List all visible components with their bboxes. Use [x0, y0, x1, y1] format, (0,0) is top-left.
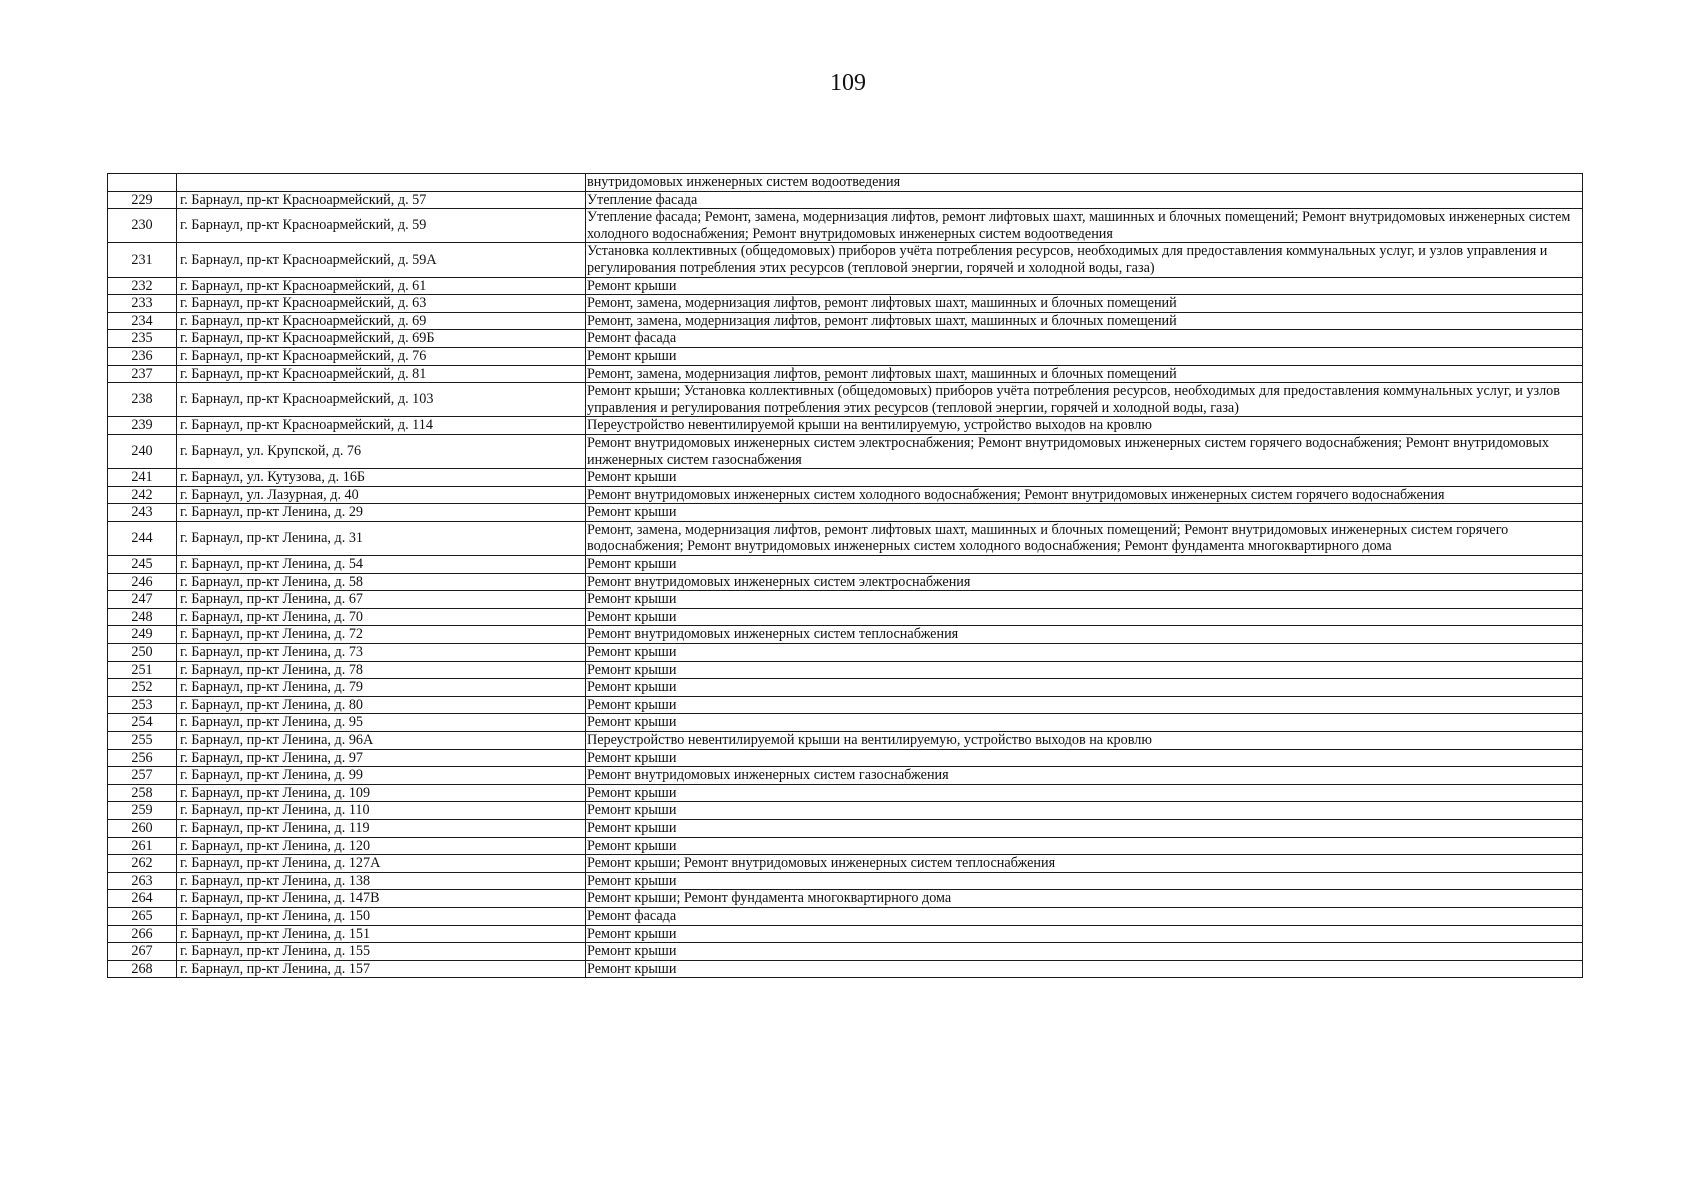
row-address: г. Барнаул, ул. Крупской, д. 76 — [177, 434, 586, 468]
table-row — [108, 890, 1583, 908]
row-number: 240 — [108, 434, 177, 468]
table-row — [108, 644, 1583, 662]
table-body — [108, 174, 1583, 978]
row-work-type: Ремонт, замена, модернизация лифтов, ремонт лифтовых шахт, машинных и блочных помещений — [586, 295, 1583, 313]
table-row — [108, 243, 1583, 277]
table-row — [108, 295, 1583, 313]
row-address: г. Барнаул, пр-кт Красноармейский, д. 114 — [177, 417, 586, 435]
row-address: г. Барнаул, пр-кт Ленина, д. 80 — [177, 696, 586, 714]
row-number: 258 — [108, 784, 177, 802]
row-work-type: Установка коллективных (общедомовых) приборов учёта потребления ресурсов, необходимых для предоставления коммунальных услуг, и узлов управления и регулирования потребления этих ресурсов (тепловой энергии, горячей и холодной воды, газа) — [586, 243, 1583, 277]
row-number: 252 — [108, 679, 177, 697]
row-work-type: Ремонт крыши — [586, 661, 1583, 679]
row-address: г. Барнаул, ул. Кутузова, д. 16Б — [177, 469, 586, 487]
table-row — [108, 209, 1583, 243]
table-row — [108, 679, 1583, 697]
row-work-type: Ремонт крыши — [586, 714, 1583, 732]
table-row — [108, 802, 1583, 820]
table-row — [108, 347, 1583, 365]
repair-register-table — [107, 173, 1583, 978]
table-row — [108, 191, 1583, 209]
row-number: 255 — [108, 732, 177, 750]
row-number: 265 — [108, 907, 177, 925]
row-number: 243 — [108, 504, 177, 522]
row-work-type: Ремонт крыши — [586, 960, 1583, 978]
row-address: г. Барнаул, пр-кт Ленина, д. 99 — [177, 767, 586, 785]
row-number: 242 — [108, 486, 177, 504]
table-row — [108, 591, 1583, 609]
row-address: г. Барнаул, пр-кт Ленина, д. 127А — [177, 855, 586, 873]
row-address: г. Барнаул, пр-кт Красноармейский, д. 61 — [177, 277, 586, 295]
table-row — [108, 749, 1583, 767]
table-row — [108, 486, 1583, 504]
row-address: г. Барнаул, пр-кт Ленина, д. 79 — [177, 679, 586, 697]
row-address: г. Барнаул, пр-кт Ленина, д. 96А — [177, 732, 586, 750]
row-work-type: Ремонт крыши — [586, 749, 1583, 767]
row-work-type: Ремонт, замена, модернизация лифтов, ремонт лифтовых шахт, машинных и блочных помещений — [586, 365, 1583, 383]
row-number: 260 — [108, 819, 177, 837]
row-address: г. Барнаул, пр-кт Ленина, д. 155 — [177, 943, 586, 961]
row-address: г. Барнаул, пр-кт Красноармейский, д. 57 — [177, 191, 586, 209]
table-row — [108, 872, 1583, 890]
row-work-type: Утепление фасада — [586, 191, 1583, 209]
table-row — [108, 696, 1583, 714]
row-address: г. Барнаул, ул. Лазурная, д. 40 — [177, 486, 586, 504]
table-row — [108, 573, 1583, 591]
row-number: 233 — [108, 295, 177, 313]
row-address: г. Барнаул, пр-кт Ленина, д. 67 — [177, 591, 586, 609]
row-address: г. Барнаул, пр-кт Ленина, д. 109 — [177, 784, 586, 802]
row-number: 251 — [108, 661, 177, 679]
row-work-type: Ремонт внутридомовых инженерных систем теплоснабжения — [586, 626, 1583, 644]
row-work-type: Ремонт крыши; Установка коллективных (общедомовых) приборов учёта потребления ресурсов, необходимых для предоставления коммунальных услуг, и узлов управления и регулирования потребления этих ресурсов (тепловой энергии, горячей и холодной воды, газа) — [586, 383, 1583, 417]
table-row — [108, 469, 1583, 487]
row-work-type: Ремонт крыши — [586, 608, 1583, 626]
row-number: 229 — [108, 191, 177, 209]
row-number: 238 — [108, 383, 177, 417]
row-number: 253 — [108, 696, 177, 714]
row-address: г. Барнаул, пр-кт Ленина, д. 157 — [177, 960, 586, 978]
row-work-type: Ремонт крыши — [586, 556, 1583, 574]
row-number: 236 — [108, 347, 177, 365]
table-row — [108, 434, 1583, 468]
row-address: г. Барнаул, пр-кт Красноармейский, д. 59 — [177, 209, 586, 243]
row-number: 267 — [108, 943, 177, 961]
row-address — [177, 174, 586, 192]
row-number: 266 — [108, 925, 177, 943]
row-work-type: Ремонт крыши — [586, 925, 1583, 943]
row-work-type: Ремонт внутридомовых инженерных систем холодного водоснабжения; Ремонт внутридомовых инженерных систем горячего водоснабжения — [586, 486, 1583, 504]
row-number: 268 — [108, 960, 177, 978]
row-number: 232 — [108, 277, 177, 295]
row-address: г. Барнаул, пр-кт Красноармейский, д. 59А — [177, 243, 586, 277]
row-work-type: Ремонт крыши; Ремонт внутридомовых инженерных систем теплоснабжения — [586, 855, 1583, 873]
table-row — [108, 365, 1583, 383]
row-address: г. Барнаул, пр-кт Ленина, д. 95 — [177, 714, 586, 732]
row-address: г. Барнаул, пр-кт Красноармейский, д. 69Б — [177, 330, 586, 348]
row-address: г. Барнаул, пр-кт Красноармейский, д. 63 — [177, 295, 586, 313]
row-work-type: Ремонт крыши — [586, 837, 1583, 855]
page-number: 109 — [830, 70, 866, 96]
row-address: г. Барнаул, пр-кт Ленина, д. 97 — [177, 749, 586, 767]
table-row — [108, 661, 1583, 679]
row-work-type: Ремонт крыши — [586, 872, 1583, 890]
row-number: 246 — [108, 573, 177, 591]
row-address: г. Барнаул, пр-кт Красноармейский, д. 103 — [177, 383, 586, 417]
row-number: 234 — [108, 312, 177, 330]
table-row — [108, 907, 1583, 925]
row-address: г. Барнаул, пр-кт Ленина, д. 73 — [177, 644, 586, 662]
row-number: 262 — [108, 855, 177, 873]
row-work-type: Ремонт крыши — [586, 943, 1583, 961]
row-number: 248 — [108, 608, 177, 626]
row-number: 235 — [108, 330, 177, 348]
row-work-type: Утепление фасада; Ремонт, замена, модернизация лифтов, ремонт лифтовых шахт, машинных и блочных помещений; Ремонт внутридомовых инженерных систем холодного водоснабжения; Ремонт внутридомовых инженерных систем водоотведения — [586, 209, 1583, 243]
table-row — [108, 960, 1583, 978]
table-row — [108, 855, 1583, 873]
table-row — [108, 383, 1583, 417]
row-work-type: Ремонт крыши — [586, 469, 1583, 487]
row-number: 239 — [108, 417, 177, 435]
row-number: 241 — [108, 469, 177, 487]
row-address: г. Барнаул, пр-кт Ленина, д. 31 — [177, 521, 586, 555]
table-row — [108, 626, 1583, 644]
row-number: 261 — [108, 837, 177, 855]
table-row — [108, 312, 1583, 330]
row-work-type: Ремонт крыши — [586, 819, 1583, 837]
row-number: 247 — [108, 591, 177, 609]
row-number: 254 — [108, 714, 177, 732]
row-address: г. Барнаул, пр-кт Ленина, д. 110 — [177, 802, 586, 820]
row-address: г. Барнаул, пр-кт Красноармейский, д. 81 — [177, 365, 586, 383]
row-work-type: Ремонт крыши — [586, 802, 1583, 820]
row-number: 244 — [108, 521, 177, 555]
row-work-type: Ремонт, замена, модернизация лифтов, ремонт лифтовых шахт, машинных и блочных помещений — [586, 312, 1583, 330]
table-row — [108, 819, 1583, 837]
row-work-type: Ремонт крыши — [586, 504, 1583, 522]
row-address: г. Барнаул, пр-кт Красноармейский, д. 76 — [177, 347, 586, 365]
table-row — [108, 925, 1583, 943]
row-address: г. Барнаул, пр-кт Ленина, д. 147В — [177, 890, 586, 908]
table-row — [108, 714, 1583, 732]
table-row — [108, 417, 1583, 435]
row-work-type: Ремонт крыши; Ремонт фундамента многоквартирного дома — [586, 890, 1583, 908]
row-address: г. Барнаул, пр-кт Ленина, д. 72 — [177, 626, 586, 644]
row-work-type: Ремонт крыши — [586, 347, 1583, 365]
row-address: г. Барнаул, пр-кт Ленина, д. 58 — [177, 573, 586, 591]
row-work-type: Переустройство невентилируемой крыши на вентилируемую, устройство выходов на кровлю — [586, 732, 1583, 750]
table-row — [108, 732, 1583, 750]
row-work-type: Ремонт крыши — [586, 784, 1583, 802]
table-row — [108, 608, 1583, 626]
row-address: г. Барнаул, пр-кт Ленина, д. 150 — [177, 907, 586, 925]
table-row — [108, 837, 1583, 855]
row-work-type: Ремонт крыши — [586, 679, 1583, 697]
row-work-type: Ремонт крыши — [586, 591, 1583, 609]
row-address: г. Барнаул, пр-кт Ленина, д. 151 — [177, 925, 586, 943]
table-row — [108, 330, 1583, 348]
table-row — [108, 277, 1583, 295]
row-address: г. Барнаул, пр-кт Ленина, д. 29 — [177, 504, 586, 522]
row-work-type: Ремонт внутридомовых инженерных систем газоснабжения — [586, 767, 1583, 785]
row-number: 230 — [108, 209, 177, 243]
row-number: 250 — [108, 644, 177, 662]
row-work-type: Ремонт внутридомовых инженерных систем электроснабжения — [586, 573, 1583, 591]
row-number: 257 — [108, 767, 177, 785]
table-row — [108, 174, 1583, 192]
row-work-type: Ремонт фасада — [586, 907, 1583, 925]
row-number: 256 — [108, 749, 177, 767]
row-number — [108, 174, 177, 192]
row-address: г. Барнаул, пр-кт Ленина, д. 70 — [177, 608, 586, 626]
row-number: 249 — [108, 626, 177, 644]
table-row — [108, 784, 1583, 802]
table-row — [108, 556, 1583, 574]
row-number: 264 — [108, 890, 177, 908]
row-number: 237 — [108, 365, 177, 383]
row-number: 259 — [108, 802, 177, 820]
table-row — [108, 504, 1583, 522]
row-address: г. Барнаул, пр-кт Ленина, д. 78 — [177, 661, 586, 679]
row-work-type: внутридомовых инженерных систем водоотведения — [586, 174, 1583, 192]
row-work-type: Ремонт крыши — [586, 696, 1583, 714]
row-number: 245 — [108, 556, 177, 574]
row-work-type: Ремонт, замена, модернизация лифтов, ремонт лифтовых шахт, машинных и блочных помещений; Ремонт внутридомовых инженерных систем горячего водоснабжения; Ремонт внутридомовых инженерных систем холодного водоснабжения; Ремонт фундамента многоквартирного дома — [586, 521, 1583, 555]
row-address: г. Барнаул, пр-кт Ленина, д. 120 — [177, 837, 586, 855]
row-work-type: Ремонт внутридомовых инженерных систем электроснабжения; Ремонт внутридомовых инженерных систем горячего водоснабжения; Ремонт внутридомовых инженерных систем газоснабжения — [586, 434, 1583, 468]
table-row — [108, 767, 1583, 785]
row-work-type: Переустройство невентилируемой крыши на вентилируемую, устройство выходов на кровлю — [586, 417, 1583, 435]
row-work-type: Ремонт крыши — [586, 644, 1583, 662]
table-row — [108, 943, 1583, 961]
row-address: г. Барнаул, пр-кт Ленина, д. 119 — [177, 819, 586, 837]
row-work-type: Ремонт фасада — [586, 330, 1583, 348]
row-address: г. Барнаул, пр-кт Ленина, д. 138 — [177, 872, 586, 890]
row-number: 231 — [108, 243, 177, 277]
table-row — [108, 521, 1583, 555]
row-number: 263 — [108, 872, 177, 890]
row-address: г. Барнаул, пр-кт Ленина, д. 54 — [177, 556, 586, 574]
row-work-type: Ремонт крыши — [586, 277, 1583, 295]
row-address: г. Барнаул, пр-кт Красноармейский, д. 69 — [177, 312, 586, 330]
